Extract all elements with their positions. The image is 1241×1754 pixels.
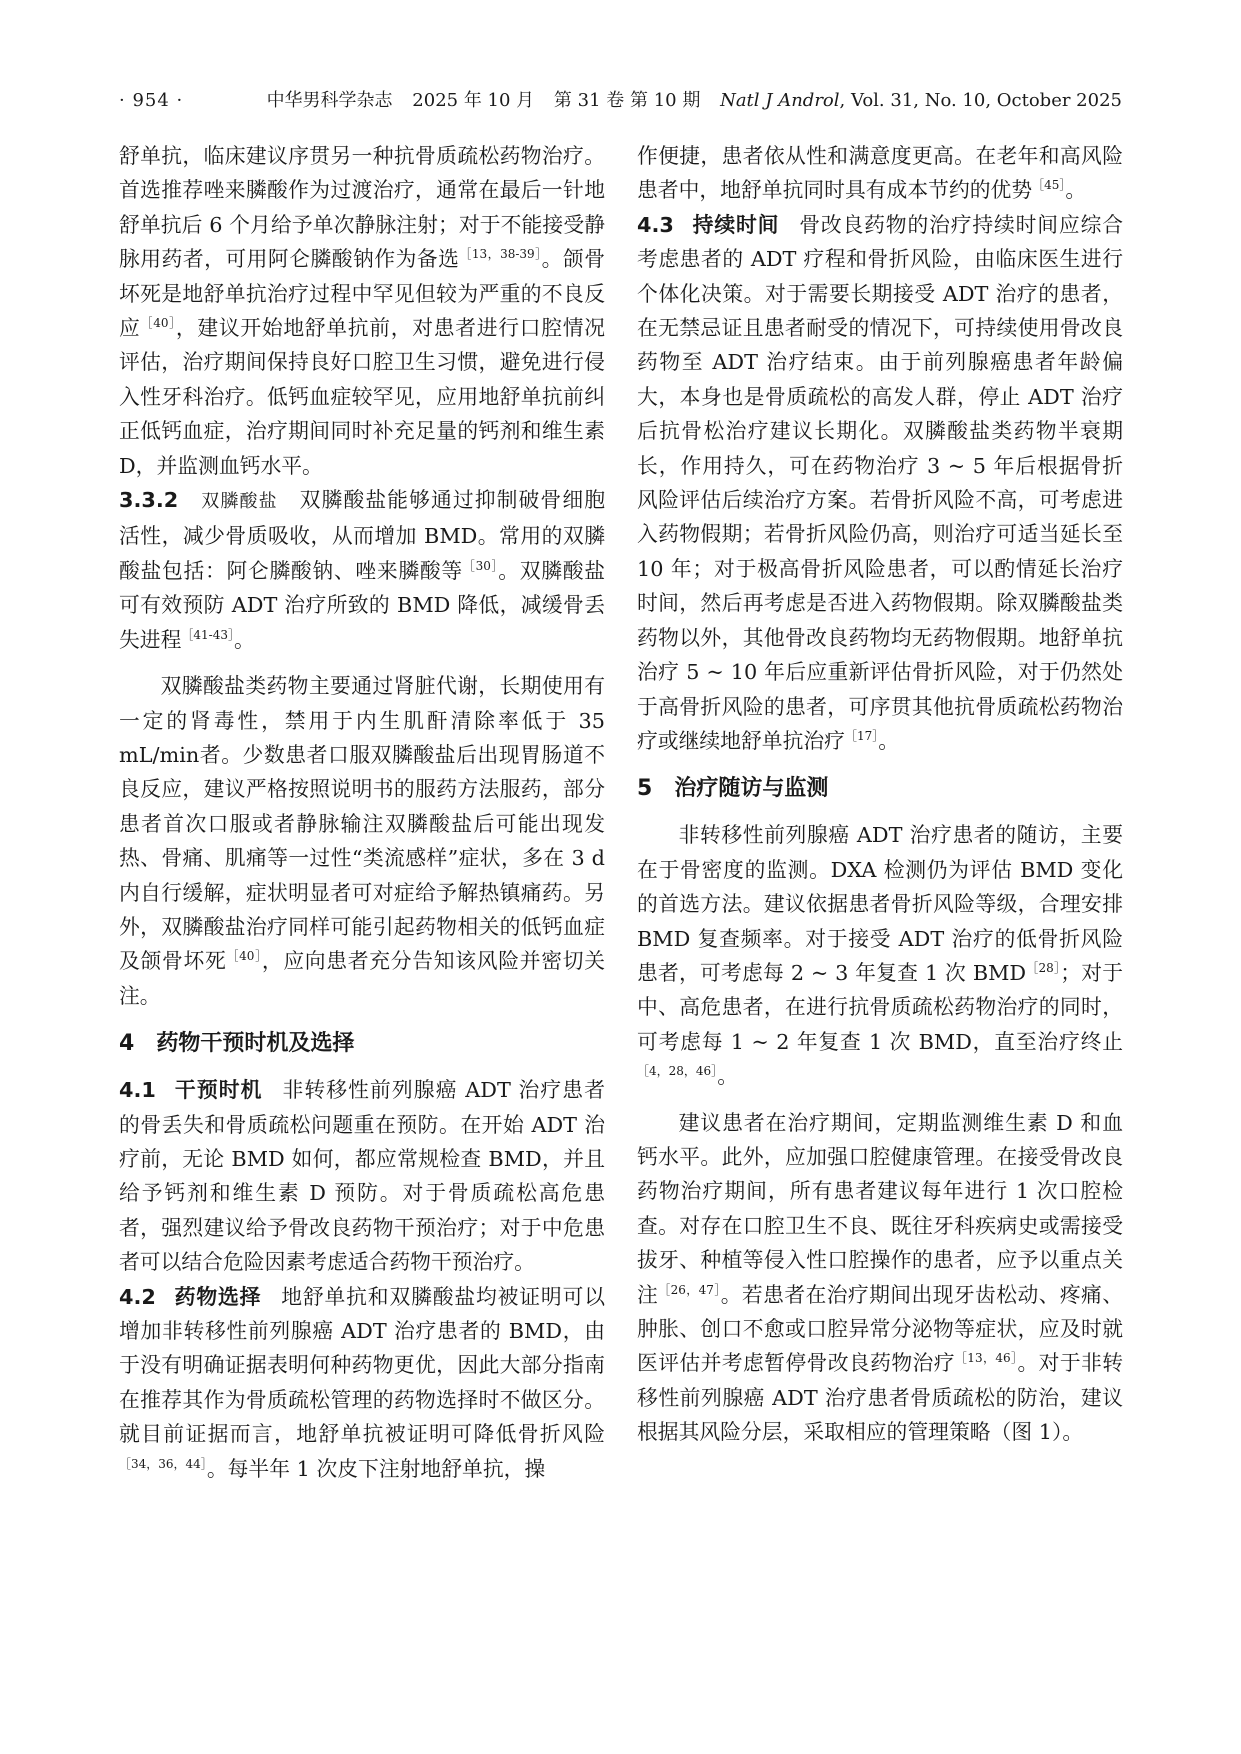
text-run: 。颌骨坏死是地舒单抗治疗过程中罕见但较为严重的不良反应 <box>119 247 606 341</box>
section-title: 药物干预时机及选择 <box>156 1031 355 1057</box>
left-column <box>119 139 605 1486</box>
subsection-title: 双膦酸盐 <box>200 491 278 513</box>
text-run: 。 <box>1065 178 1087 203</box>
paragraph <box>637 139 1123 208</box>
subsection-heading <box>119 1285 281 1309</box>
text-run: 。双膦酸盐可有效预防 ADT 治疗所致的 BMD 降低，减缓骨丢失进程 <box>119 558 605 652</box>
citation: ［40］ <box>140 316 176 331</box>
subsection-heading <box>119 488 300 512</box>
text-run: ；对于中、高危患者，在进行抗骨质疏松药物治疗的同时，可考虑每 1 ~ 2 年复查 1 次 BMD，直至治疗终止 <box>637 960 1123 1054</box>
citation: ［41-43］ <box>181 627 234 642</box>
paragraph <box>637 1106 1123 1450</box>
subsection-heading <box>637 213 799 237</box>
subsection-number: 4.1 <box>119 1078 156 1103</box>
section-title: 治疗随访与监测 <box>674 776 829 802</box>
page-number: · 954 · <box>119 90 184 111</box>
text-run: 。若患者在治疗期间出现牙齿松动、疼痛、肿胀、创口不愈或口腔异常分泌物等症状，应及时就医评估并考虑暂停骨改良药物治疗 <box>637 1282 1124 1376</box>
citation: ［13，46］ <box>954 1351 1018 1366</box>
text-run: 骨改良药物的治疗持续时间应综合考虑患者的 ADT 疗程和骨折风险，由临床医生进行个体化决策。对于需要长期接受 ADT 治疗的患者，在无禁忌证且患者耐受的情况下，可持续使用骨改良药物至 ADT 治疗结束。由于前列腺癌患者年龄偏大，本身也是骨质疏松的高发人群，停止 ADT 治疗后抗骨松治疗建议长期化。双膦酸盐类药物半衰期长，作用持久，可在药物治疗 3 ~ 5 年后根据骨折风险评估后续治疗方案。若骨折风险不高，可考虑进入药物假期；若骨折风险仍高，则治疗可适当延长至 10 年；对于极高骨折风险患者，可以酌情延长治疗时间，然后再考虑是否进入药物假期。除双膦酸盐类药物以外，其他骨改良药物均无药物假期。地舒单抗治疗 5 ~ 10 年后应重新评估骨折风险，对于仍然处于高骨折风险的患者，可序贯其他抗骨质疏松药物治疗或继续地舒单抗治疗 <box>637 212 1124 753</box>
citation: ［17］ <box>844 728 879 743</box>
right-column <box>637 139 1123 1450</box>
paragraph <box>119 1073 605 1279</box>
text-run: ，应向患者充分告知该风险并密切关注。 <box>119 949 606 1008</box>
section-heading <box>637 772 1123 806</box>
text-run: 。对于非转移性前列腺癌 ADT 治疗患者骨质疏松的防治，建议根据其风险分层，采取相应的管理策略（图 1）。 <box>637 1351 1124 1445</box>
subsection-heading <box>119 1078 282 1102</box>
citation: ［13，38-39］ <box>459 247 542 262</box>
paragraph <box>119 1280 605 1486</box>
citation: ［4，28，46］ <box>637 1064 718 1079</box>
text-run: 非转移性前列腺癌 ADT 治疗患者的随访，主要在于骨密度的监测。DXA 检测仍为评估 BMD 变化的首选方法。建议依据患者骨折风险等级，合理安排 BMD 复查频率。对于接受 ADT 治疗的低骨折风险患者，可考虑每 2 ~ 3 年复查 1 次 BMD <box>637 823 1123 985</box>
text-run: 建议患者在治疗期间，定期监测维生素 D 和血钙水平。此外，应加强口腔健康管理。在接受骨改良药物治疗期间，所有患者建议每年进行 1 次口腔检查。对存在口腔卫生不良、既往牙科疾病史或需接受拔牙、种植等侵入性口腔操作的患者，应予以重点关注 <box>637 1110 1123 1307</box>
subsection-number: 4.3 <box>637 212 674 237</box>
paragraph <box>119 139 605 483</box>
citation: ［30］ <box>462 558 499 573</box>
section-heading <box>119 1027 605 1061</box>
citation: ［34，36，44］ <box>119 1456 207 1471</box>
subsection-number: 3.3.2 <box>119 488 179 513</box>
citation: ［28］ <box>1026 961 1061 976</box>
subsection-title: 持续时间 <box>691 212 780 237</box>
text-run: 。 <box>234 627 255 652</box>
text-run: 舒单抗，临床建议序贯另一种抗骨质疏松药物治疗。首选推荐唑来膦酸作为过渡治疗，通常在最后一针地舒单抗后 6 个月给予单次静脉注射；对于不能接受静脉用药者，可用阿仑膦酸钠作为备选 <box>119 144 605 272</box>
text-run: 。 <box>878 728 900 753</box>
journal-name-cn: 中华男科学杂志 <box>266 90 393 111</box>
text-run: 双膦酸盐类药物主要通过肾脏代谢，长期使用有一定的肾毒性，禁用于内生肌酐清除率低于 35 mL/min者。少数患者口服双膦酸盐后出现胃肠道不良反应，建议严格按照说明书的服药方法服药，部分患者首次口服或者静脉输注双膦酸盐后可能出现发热、骨痛、肌痛等一过性“类流感样”症状，多在 3 d 内自行缓解，症状明显者可对症给予解热镇痛药。另外，双膦酸盐治疗同样可能引起药物相关的低钙血症及颌骨坏死 <box>119 674 605 974</box>
subsection-title: 干预时机 <box>173 1078 263 1103</box>
text-run: 非转移性前列腺癌 ADT 治疗患者的骨丢失和骨质疏松问题重在预防。在开始 ADT 治疗前，无论 BMD 如何，都应常规检查 BMD，并且给予钙剂和维生素 D 预防。对于骨质疏松高危患者，强烈建议给予骨改良药物干预治疗；对于中危患者可以结合危险因素考虑适合药物干预治疗。 <box>119 1078 605 1275</box>
text-run: 。每半年 1 次皮下注射地舒单抗，操 <box>206 1456 546 1481</box>
journal-issue-cn: 第 31 卷 第 10 期 <box>553 90 701 111</box>
citation: ［40］ <box>226 949 262 964</box>
citation: ［26，47］ <box>658 1282 721 1297</box>
journal-issue-en: , Vol. 31, No. 10, October 2025 <box>839 90 1122 111</box>
running-header <box>119 86 1122 116</box>
paragraph <box>119 669 605 1013</box>
section-number: 4 <box>119 1031 135 1057</box>
subsection-number: 4.2 <box>119 1284 156 1309</box>
section-number: 5 <box>637 776 653 802</box>
text-run: 。 <box>717 1064 738 1089</box>
text-run: 双膦酸盐能够通过抑制破骨细胞活性，减少骨质吸收，从而增加 BMD。常用的双膦酸盐包括：阿仑膦酸钠、唑来膦酸等 <box>119 488 606 583</box>
text-run: 地舒单抗和双膦酸盐均被证明可以增加非转移性前列腺癌 ADT 治疗患者的 BMD，由于没有明确证据表明何种药物更优，因此大部分指南在推荐其作为骨质疏松管理的药物选择时不做区分。就目前证据而言，地舒单抗被证明可降低骨折风险 <box>119 1284 606 1447</box>
text-run: ，建议开始地舒单抗前，对患者进行口腔情况评估，治疗期间保持良好口腔卫生习惯，避免进行侵入性牙科治疗。低钙血症较罕见，应用地舒单抗前纠正低钙血症，治疗期间同时补充足量的钙剂和维生素 D，并监测血钙水平。 <box>119 316 605 478</box>
journal-info <box>267 86 1122 116</box>
citation: ［45］ <box>1032 178 1066 193</box>
subsection-title: 药物选择 <box>173 1284 262 1309</box>
text-run: 作便捷，患者依从性和满意度更高。在老年和高风险患者中，地舒单抗同时具有成本节约的优势 <box>637 144 1123 203</box>
paragraph <box>637 818 1123 1093</box>
paragraph <box>119 483 605 657</box>
journal-name-en: Natl J Androl <box>720 90 840 111</box>
journal-date-cn: 2025 年 10 月 <box>412 90 535 111</box>
paragraph <box>637 208 1123 759</box>
